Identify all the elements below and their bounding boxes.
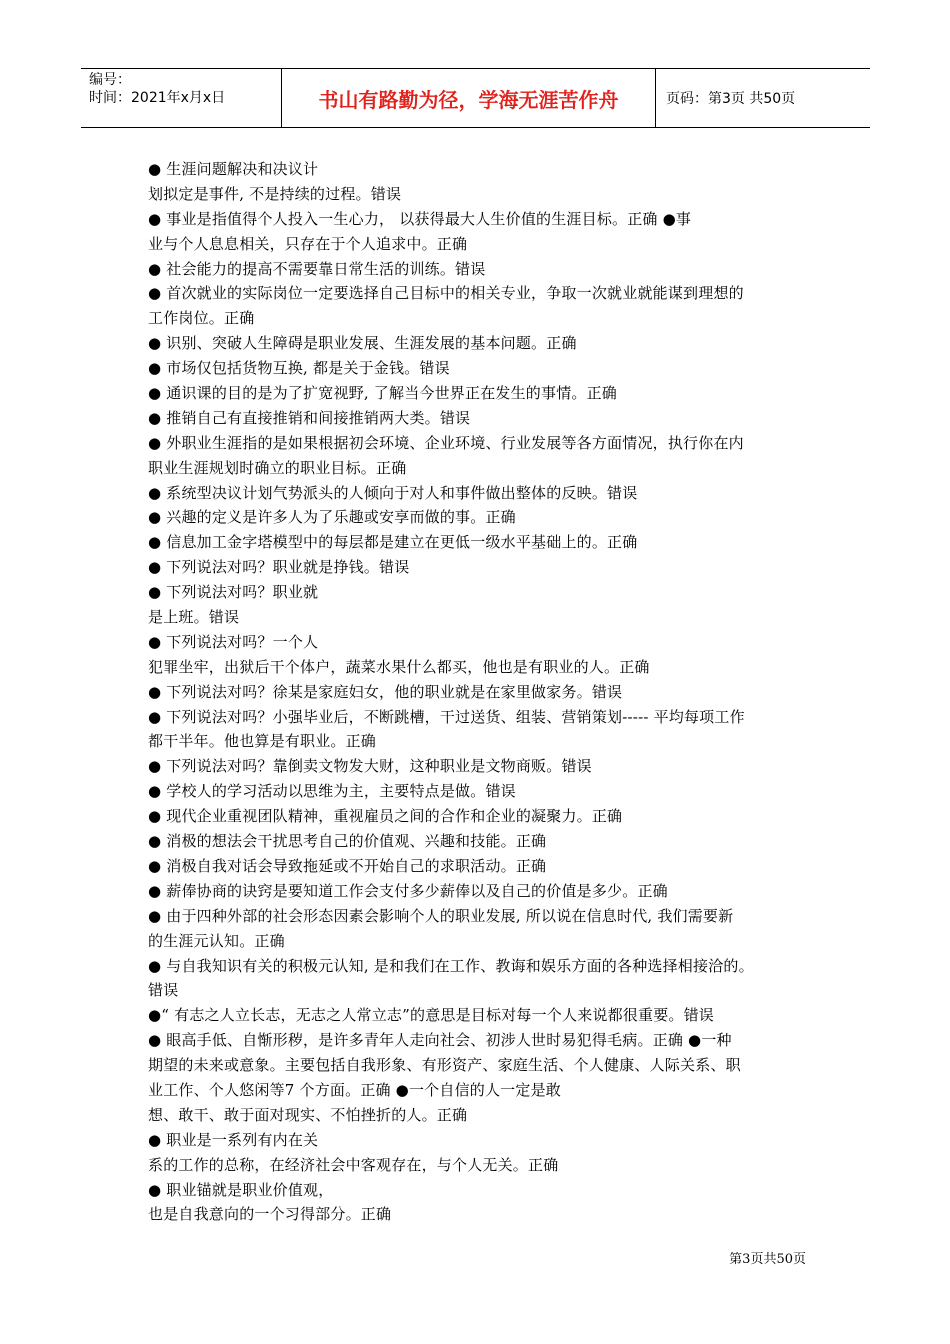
text-line: ● 职业是一系列有内在关: [148, 1130, 319, 1149]
text-line: 划拟定是事件, 不是持续的过程。错误: [148, 184, 402, 203]
header-meta: [81, 69, 282, 127]
text-line: ● 职业锚就是职业价值观，: [148, 1180, 334, 1199]
text-line: 业工作、个人悠闲等7 个方面。正确 ●一个自信的人一定是敢: [148, 1080, 561, 1099]
text-line: ● 识别、突破人生障碍是职业发展、生涯发展的基本问题。正确: [148, 334, 577, 353]
text-line: ● 现代企业重视团队精神，重视雇员之间的合作和企业的凝聚力。正确: [148, 807, 623, 826]
text-line: ● 下列说法对吗？职业就是挣钱。错误: [148, 558, 410, 577]
code-label: 编号：: [89, 72, 131, 88]
text-line: ● 市场仅包括货物互换, 都是关于金钱。错误: [148, 359, 450, 378]
motto: 书山有路勤为径，学海无涯苦作舟: [282, 69, 656, 127]
text-line: ● 生涯问题解决和决议计: [148, 160, 319, 178]
text-line: 都干半年。他也算是有职业。正确: [148, 732, 377, 751]
text-line: 业与个人息息相关，只存在于个人追求中。正确: [148, 234, 468, 253]
page-number-label: 页码：第3页 共50页: [666, 91, 796, 107]
text-line: ● 外职业生涯指的是如果根据初会环境、企业环境、行业发展等各方面情况，执行你在内: [148, 433, 744, 452]
text-line: ● 薪俸协商的诀窍是要知道工作会支付多少薪俸以及自己的价值是多少。正确: [148, 881, 668, 900]
text-line: ● 兴趣的定义是许多人为了乐趣或安享而做的事。正确: [148, 508, 516, 527]
text-line: ●“ 有志之人立长志，无志之人常立志”的意思是目标对每一个人来说都很重要。错误: [148, 1006, 714, 1025]
text-line: ● 信息加工金字塔模型中的每层都是建立在更低一级水平基础上的。正确: [148, 533, 638, 552]
text-line: ● 推销自己有直接推销和间接推销两大类。错误: [148, 408, 471, 427]
text-line: ● 与自我知识有关的积极元认知, 是和我们在工作、教诲和娱乐方面的各种选择相接洽的。: [148, 956, 754, 975]
text-line: ● 下列说法对吗？小强毕业后，不断跳槽，干过送货、组装、营销策划----- 平均每项工作: [148, 707, 745, 726]
text-line: ● 下列说法对吗？徐某是家庭妇女，他的职业就是在家里做家务。错误: [148, 682, 623, 701]
text-line: 职业生涯规划时确立的职业目标。正确: [148, 458, 407, 477]
text-line: ● 消极自我对话会导致拖延或不开始自己的求职活动。正确: [148, 856, 547, 875]
text-line: 想、敢干、敢于面对现实、不怕挫折的人。正确: [148, 1105, 468, 1124]
text-line: ● 下列说法对吗？靠倒卖文物发大财，这种职业是文物商贩。错误: [148, 757, 592, 776]
text-line: ● 事业是指值得个人投入一生心力， 以获得最大人生价值的生涯目标。正确 ●事: [148, 209, 692, 228]
text-line: 期望的未来或意象。主要包括自我形象、有形资产、家庭生活、个人健康、人际关系、职: [148, 1056, 741, 1075]
text-line: ● 学校人的学习活动以思维为主，主要特点是做。错误: [148, 782, 516, 801]
text-line: ● 社会能力的提高不需要靠日常生活的训练。错误: [148, 259, 486, 278]
text-line: ● 首次就业的实际岗位一定要选择自己目标中的相关专业，争取一次就业就能谋到理想的: [148, 284, 744, 303]
text-line: ● 由于四种外部的社会形态因素会影响个人的职业发展, 所以说在信息时代, 我们需要新: [148, 906, 734, 925]
text-line: ● 下列说法对吗？一个人: [148, 632, 319, 651]
text-line: 的生涯元认知。正确: [148, 931, 285, 950]
page-header: [81, 68, 870, 128]
text-line: 系的工作的总称，在经济社会中客观存在，与个人无关。正确: [148, 1155, 559, 1174]
text-line: 是上班。错误: [148, 608, 240, 627]
text-line: 工作岗位。正确: [148, 309, 255, 328]
text-line: 也是自我意向的一个习得部分。正确: [148, 1205, 392, 1224]
time-label: 时间：2021年x月x日: [89, 90, 226, 106]
text-line: 错误: [148, 981, 179, 1000]
text-line: ● 下列说法对吗？职业就: [148, 583, 319, 602]
text-line: ● 通识课的目的是为了扩宽视野, 了解当今世界正在发生的事情。正确: [148, 384, 617, 403]
page-footer: 第3页共50页: [729, 1252, 806, 1267]
text-line: ● 消极的想法会干扰思考自己的价值观、兴趣和技能。正确: [148, 832, 547, 851]
text-line: ● 系统型决议计划气势派头的人倾向于对人和事件做出整体的反映。错误: [148, 483, 638, 502]
text-line: 犯罪坐牢，出狱后干个体户，蔬菜水果什么都买，他也是有职业的人。正确: [148, 657, 650, 676]
document-body: [148, 157, 818, 1227]
text-line: ● 眼高手低、自惭形秽，是许多青年人走向社会、初涉人世时易犯得毛病。正确 ●一种: [148, 1031, 732, 1050]
